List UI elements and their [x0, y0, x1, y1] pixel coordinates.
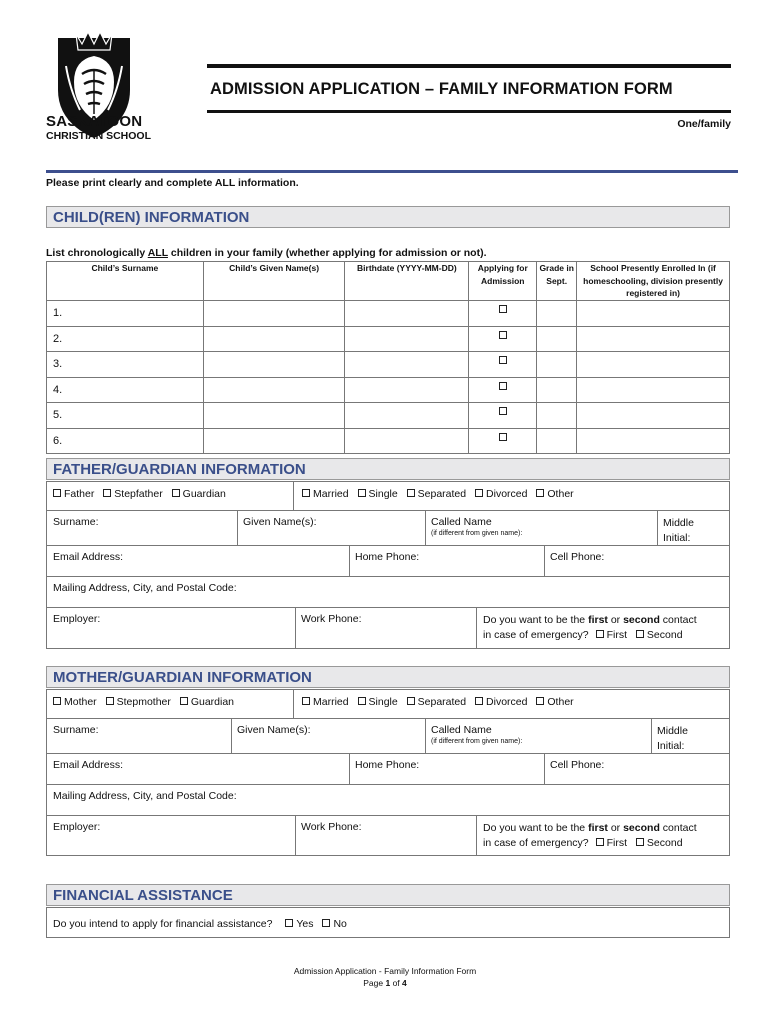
- option-label: Second: [646, 629, 683, 641]
- father-surname-label[interactable]: Surname:: [53, 516, 99, 528]
- applying-cell: [469, 301, 537, 327]
- checkbox-icon[interactable]: [302, 697, 310, 705]
- checkbox-icon[interactable]: [358, 489, 366, 497]
- middle-label-1: Middle: [663, 517, 694, 529]
- option-divorced[interactable]: [475, 488, 527, 500]
- table-row: [47, 377, 730, 403]
- row-number[interactable]: 5.: [47, 403, 204, 429]
- option-first[interactable]: [596, 836, 627, 851]
- children-section-title: CHILD(REN) INFORMATION: [46, 206, 730, 228]
- checkbox-icon[interactable]: [407, 489, 415, 497]
- checkbox-icon[interactable]: [103, 489, 111, 497]
- grade-cell[interactable]: [537, 428, 577, 454]
- option-separated[interactable]: [407, 488, 466, 500]
- contact-first-bold: first: [588, 822, 608, 834]
- checkbox-icon[interactable]: [499, 433, 507, 441]
- checkbox-icon[interactable]: [407, 697, 415, 705]
- form-title: ADMISSION APPLICATION – FAMILY INFORMATION FORM: [210, 80, 673, 98]
- mother-home-phone-label[interactable]: Home Phone:: [355, 759, 420, 771]
- checkbox-icon[interactable]: [636, 838, 644, 846]
- page-of: of: [390, 978, 403, 988]
- option-label: Single: [368, 696, 398, 708]
- table-row: [47, 403, 730, 429]
- grade-cell[interactable]: [537, 326, 577, 352]
- page-total: 4: [402, 978, 407, 988]
- option-stepmother[interactable]: [106, 696, 171, 708]
- col-surname: Child’s Surname: [47, 262, 204, 301]
- option-label: Married: [313, 696, 349, 708]
- called-name-label: Called Name: [431, 724, 492, 736]
- applying-cell: [469, 352, 537, 378]
- applying-cell: [469, 326, 537, 352]
- option-label: Stepmother: [116, 696, 171, 708]
- option-father[interactable]: [53, 488, 94, 500]
- option-label: Married: [313, 488, 349, 500]
- contact-text: Do you want to be the: [483, 614, 589, 626]
- contact-text: contact: [659, 614, 697, 626]
- father-marital-options: [296, 484, 586, 504]
- father-info-box: [46, 481, 730, 649]
- father-mailing-label[interactable]: Mailing Address, City, and Postal Code:: [53, 582, 237, 594]
- checkbox-icon[interactable]: [636, 630, 644, 638]
- mother-info-box: [46, 689, 730, 856]
- checkbox-icon[interactable]: [285, 919, 293, 927]
- called-name-note: (if different from given name):: [431, 530, 523, 537]
- checkbox-icon[interactable]: [53, 697, 61, 705]
- blue-divider: [46, 170, 738, 173]
- contact-first-bold: first: [588, 614, 608, 626]
- checkbox-icon[interactable]: [499, 382, 507, 390]
- page-current: 1: [385, 978, 391, 988]
- grade-cell[interactable]: [537, 377, 577, 403]
- applying-cell: [469, 428, 537, 454]
- col-birthdate: Birthdate (YYYY-MM-DD): [345, 262, 469, 301]
- mother-emergency-contact: [477, 817, 703, 855]
- option-no[interactable]: [322, 918, 346, 930]
- given-name-cell[interactable]: [203, 377, 345, 403]
- children-table: [46, 261, 730, 454]
- birthdate-cell[interactable]: [345, 352, 469, 378]
- option-second[interactable]: [636, 836, 683, 851]
- grade-cell[interactable]: [537, 403, 577, 429]
- option-guardian[interactable]: [172, 488, 226, 500]
- financial-question: Do you intend to apply for financial assistance?: [53, 918, 273, 930]
- page-number: [0, 977, 770, 989]
- option-second[interactable]: [636, 628, 683, 643]
- called-name-note: (if different from given name):: [431, 738, 523, 745]
- checkbox-icon[interactable]: [499, 331, 507, 339]
- row-number[interactable]: 1.: [47, 301, 204, 327]
- row-number[interactable]: 4.: [47, 377, 204, 403]
- father-called-name[interactable]: [425, 512, 528, 544]
- called-name-label: Called Name: [431, 516, 492, 528]
- checkbox-icon[interactable]: [536, 489, 544, 497]
- mother-email-label[interactable]: Email Address:: [53, 759, 124, 771]
- birthdate-cell[interactable]: [345, 301, 469, 327]
- mother-marital-options: [296, 692, 586, 712]
- option-label: Single: [368, 488, 398, 500]
- father-home-phone-label[interactable]: Home Phone:: [355, 551, 420, 563]
- father-work-phone-label[interactable]: Work Phone:: [301, 613, 362, 625]
- children-list-note: [46, 247, 487, 259]
- checkbox-icon[interactable]: [322, 919, 330, 927]
- note-part1: List chronologically: [46, 247, 148, 259]
- father-relation-options: [47, 484, 238, 504]
- page-prefix: Page: [363, 978, 386, 988]
- birthdate-cell[interactable]: [345, 403, 469, 429]
- checkbox-icon[interactable]: [499, 356, 507, 364]
- middle-label-2: Initial:: [657, 740, 685, 752]
- mother-middle-initial[interactable]: [651, 720, 694, 758]
- header-top-rule: [207, 64, 731, 68]
- option-single[interactable]: [358, 696, 398, 708]
- mother-employer-label[interactable]: Employer:: [53, 821, 101, 833]
- given-name-cell[interactable]: [203, 403, 345, 429]
- option-married[interactable]: [302, 696, 349, 708]
- option-single[interactable]: [358, 488, 398, 500]
- checkbox-icon[interactable]: [499, 407, 507, 415]
- col-applying: Applying for Admission: [469, 262, 537, 301]
- school-cell[interactable]: [577, 428, 730, 454]
- checkbox-icon[interactable]: [596, 838, 604, 846]
- mother-given-label[interactable]: Given Name(s):: [237, 724, 311, 736]
- birthdate-cell[interactable]: [345, 428, 469, 454]
- checkbox-icon[interactable]: [475, 489, 483, 497]
- option-label: Guardian: [190, 696, 235, 708]
- option-married[interactable]: [302, 488, 349, 500]
- col-grade: Grade in Sept.: [537, 262, 577, 301]
- checkbox-icon[interactable]: [358, 697, 366, 705]
- col-given-names: Child’s Given Name(s): [203, 262, 345, 301]
- given-name-cell[interactable]: [203, 428, 345, 454]
- checkbox-icon[interactable]: [53, 489, 61, 497]
- children-table-header: [47, 262, 730, 301]
- father-middle-initial[interactable]: [657, 512, 700, 550]
- header-bottom-rule: [207, 110, 731, 113]
- given-name-cell[interactable]: [203, 352, 345, 378]
- note-underlined: ALL: [147, 247, 168, 259]
- option-guardian[interactable]: [180, 696, 234, 708]
- option-label: Separated: [417, 696, 467, 708]
- father-given-label[interactable]: Given Name(s):: [243, 516, 317, 528]
- option-divorced[interactable]: [475, 696, 527, 708]
- option-label: Separated: [417, 488, 467, 500]
- option-label: First: [606, 629, 627, 641]
- footer-title: Admission Application - Family Information Form: [293, 966, 477, 976]
- option-label: Divorced: [486, 696, 528, 708]
- birthdate-cell[interactable]: [345, 326, 469, 352]
- financial-box: [46, 907, 730, 938]
- table-row: [47, 428, 730, 454]
- option-label: Guardian: [182, 488, 226, 500]
- row-number[interactable]: 6.: [47, 428, 204, 454]
- option-label: Second: [646, 837, 683, 849]
- checkbox-icon[interactable]: [172, 489, 180, 497]
- school-cell[interactable]: [577, 326, 730, 352]
- father-emergency-contact: [477, 609, 703, 647]
- option-label: Other: [547, 696, 574, 708]
- option-label: First: [606, 837, 627, 849]
- mother-surname-label[interactable]: Surname:: [53, 724, 99, 736]
- checkbox-icon[interactable]: [475, 697, 483, 705]
- father-cell-phone-label[interactable]: Cell Phone:: [550, 551, 605, 563]
- contact-text: contact: [659, 822, 697, 834]
- financial-question-row: [47, 914, 359, 934]
- option-label: Stepfather: [114, 488, 163, 500]
- school-name-line1: SASKATOON: [46, 113, 143, 130]
- checkbox-icon[interactable]: [180, 697, 188, 705]
- instructions: Please print clearly and complete ALL information.: [46, 177, 299, 189]
- mother-section-title: MOTHER/GUARDIAN INFORMATION: [46, 666, 730, 688]
- applying-cell: [469, 403, 537, 429]
- option-label: Other: [547, 488, 574, 500]
- school-name-line2: CHRISTIAN SCHOOL: [46, 130, 151, 142]
- applying-cell: [469, 377, 537, 403]
- option-label: Mother: [64, 696, 97, 708]
- option-mother[interactable]: [53, 696, 97, 708]
- per-family-note: One/family: [677, 118, 731, 130]
- checkbox-icon[interactable]: [499, 305, 507, 313]
- row-number[interactable]: 2.: [47, 326, 204, 352]
- mother-work-phone-label[interactable]: Work Phone:: [301, 821, 362, 833]
- contact-text: in case of emergency?: [483, 837, 589, 849]
- school-name: [46, 114, 151, 144]
- father-section-title: FATHER/GUARDIAN INFORMATION: [46, 458, 730, 480]
- father-employer-label[interactable]: Employer:: [53, 613, 101, 625]
- contact-second-bold: second: [623, 822, 660, 834]
- option-label: Yes: [296, 918, 314, 930]
- given-name-cell[interactable]: [203, 326, 345, 352]
- table-row: [47, 326, 730, 352]
- checkbox-icon[interactable]: [596, 630, 604, 638]
- birthdate-cell[interactable]: [345, 377, 469, 403]
- mother-called-name[interactable]: [425, 720, 528, 752]
- contact-second-bold: second: [623, 614, 660, 626]
- middle-label-1: Middle: [657, 725, 688, 737]
- option-first[interactable]: [596, 628, 627, 643]
- option-label: Divorced: [486, 488, 528, 500]
- checkbox-icon[interactable]: [106, 697, 114, 705]
- option-label: Father: [64, 488, 95, 500]
- option-other[interactable]: [536, 488, 573, 500]
- grade-cell[interactable]: [537, 352, 577, 378]
- option-yes[interactable]: [285, 918, 313, 930]
- father-email-label[interactable]: Email Address:: [53, 551, 124, 563]
- col-school: School Presently Enrolled In (if homeschooling, division presently registered in): [577, 262, 730, 301]
- mother-relation-options: [47, 692, 246, 712]
- financial-section-title: FINANCIAL ASSISTANCE: [46, 884, 730, 906]
- mother-cell-phone-label[interactable]: Cell Phone:: [550, 759, 605, 771]
- option-label: No: [333, 918, 347, 930]
- checkbox-icon[interactable]: [302, 489, 310, 497]
- note-part2: children in your family (whether applying for admission or not).: [167, 247, 487, 259]
- contact-text: Do you want to be the: [483, 822, 589, 834]
- table-row: [47, 352, 730, 378]
- school-cell[interactable]: [577, 352, 730, 378]
- given-name-cell[interactable]: [203, 301, 345, 327]
- school-cell[interactable]: [577, 377, 730, 403]
- option-separated[interactable]: [407, 696, 466, 708]
- option-other[interactable]: [536, 696, 573, 708]
- middle-label-2: Initial:: [663, 532, 691, 544]
- table-row: [47, 301, 730, 327]
- grade-cell[interactable]: [537, 301, 577, 327]
- page-footer: [0, 965, 770, 989]
- school-cell[interactable]: [577, 301, 730, 327]
- contact-text: in case of emergency?: [483, 629, 589, 641]
- option-stepfather[interactable]: [103, 488, 162, 500]
- checkbox-icon[interactable]: [536, 697, 544, 705]
- row-number[interactable]: 3.: [47, 352, 204, 378]
- school-cell[interactable]: [577, 403, 730, 429]
- contact-text: or: [607, 822, 624, 834]
- contact-text: or: [607, 614, 624, 626]
- mother-mailing-label[interactable]: Mailing Address, City, and Postal Code:: [53, 790, 237, 802]
